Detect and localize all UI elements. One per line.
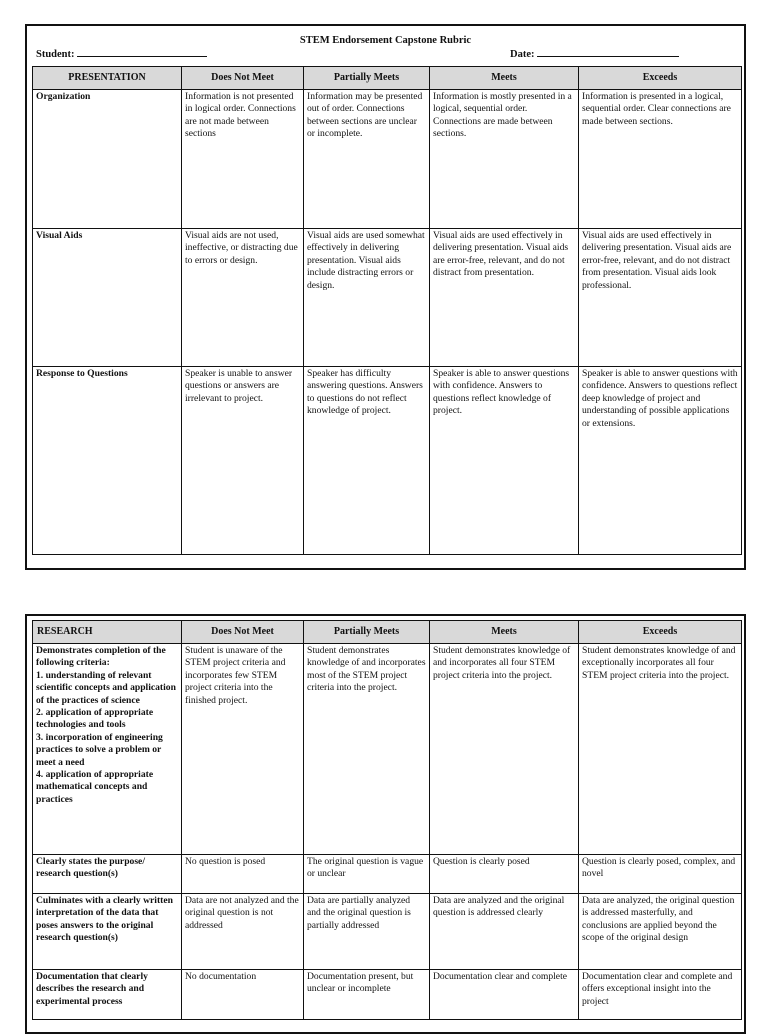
rubric-cell: Speaker is able to answer questions with confidence. Answers to questions reflect knowledge of project. bbox=[430, 367, 579, 555]
presentation-rubric-table bbox=[32, 66, 742, 555]
rubric-cell: Student is unaware of the STEM project criteria and incorporates few STEM project criteria into the finished project. bbox=[182, 644, 304, 855]
criterion-cell: Culminates with a clearly written interpretation of the data that poses answers to the original research question(s) bbox=[33, 894, 182, 970]
table-row bbox=[33, 970, 742, 1020]
rubric-cell: Documentation present, but unclear or incomplete bbox=[304, 970, 430, 1020]
table-row bbox=[33, 894, 742, 970]
student-label: Student: bbox=[36, 49, 75, 60]
rubric-cell: Speaker has difficulty answering questions. Answers to questions do not reflect knowledge of project. bbox=[304, 367, 430, 555]
rubric-cell: Documentation clear and complete and offers exceptional insight into the project bbox=[579, 970, 742, 1020]
rubric-cell: No question is posed bbox=[182, 855, 304, 894]
rubric-cell: Speaker is able to answer questions with confidence. Answers to questions reflect deep knowledge of project and understanding of possible applications or extensions. bbox=[579, 367, 742, 555]
document-title: STEM Endorsement Capstone Rubric bbox=[299, 35, 472, 46]
rubric-cell: Question is clearly posed bbox=[430, 855, 579, 894]
rubric-cell: Visual aids are not used, ineffective, or distracting due to errors or design. bbox=[182, 229, 304, 367]
header-exceeds: Exceeds bbox=[579, 621, 742, 644]
criterion-cell: Clearly states the purpose/ research question(s) bbox=[33, 855, 182, 894]
student-field bbox=[36, 47, 207, 60]
student-blank-line bbox=[77, 47, 207, 57]
criterion-cell: Organization bbox=[33, 90, 182, 229]
header-does-not-meet: Does Not Meet bbox=[182, 67, 304, 90]
header-exceeds: Exceeds bbox=[579, 67, 742, 90]
rubric-cell: Data are partially analyzed and the original question is partially addressed bbox=[304, 894, 430, 970]
rubric-cell: The original question is vague or unclear bbox=[304, 855, 430, 894]
criterion-cell: Demonstrates completion of the following criteria: 1. understanding of relevant scientific concepts and application of the practices of science 2. application of appropriate technologies and tools 3. incorporation of engineering practices to solve a problem or meet a need 4. application of appropriate mathematical concepts and practices bbox=[33, 644, 182, 855]
rubric-cell: Visual aids are used effectively in delivering presentation. Visual aids are error-free, relevant, and do not distract from presentation. Visual aids look professional. bbox=[579, 229, 742, 367]
research-rubric-table bbox=[32, 620, 742, 1020]
rubric-cell: Visual aids are used effectively in delivering presentation. Visual aids are error-free, relevant, and do not distract from presentation. bbox=[430, 229, 579, 367]
rubric-cell: Visual aids are used somewhat effectively in delivering presentation. Visual aids include distracting errors or design. bbox=[304, 229, 430, 367]
rubric-cell: Documentation clear and complete bbox=[430, 970, 579, 1020]
header-partially-meets: Partially Meets bbox=[304, 621, 430, 644]
rubric-page-presentation bbox=[25, 24, 746, 570]
rubric-cell: Data are not analyzed and the original question is not addressed bbox=[182, 894, 304, 970]
rubric-cell: Information may be presented out of order. Connections between sections are unclear or incomplete. bbox=[304, 90, 430, 229]
rubric-cell: Information is presented in a logical, sequential order. Clear connections are made between sections. bbox=[579, 90, 742, 229]
date-field bbox=[510, 47, 679, 60]
date-blank-line bbox=[537, 47, 679, 57]
rubric-cell: No documentation bbox=[182, 970, 304, 1020]
criterion-cell: Documentation that clearly describes the research and experimental process bbox=[33, 970, 182, 1020]
table-row bbox=[33, 644, 742, 855]
date-label: Date: bbox=[510, 49, 535, 60]
rubric-cell: Student demonstrates knowledge of and exceptionally incorporates all four STEM project criteria into the project. bbox=[579, 644, 742, 855]
table-header-row bbox=[33, 621, 742, 644]
rubric-cell: Information is not presented in logical order. Connections are not made between sections bbox=[182, 90, 304, 229]
rubric-cell: Data are analyzed and the original question is addressed clearly bbox=[430, 894, 579, 970]
table-row bbox=[33, 229, 742, 367]
table-row bbox=[33, 367, 742, 555]
criterion-cell: Response to Questions bbox=[33, 367, 182, 555]
rubric-cell: Speaker is unable to answer questions or answers are irrelevant to project. bbox=[182, 367, 304, 555]
table-row bbox=[33, 855, 742, 894]
table-header-row bbox=[33, 67, 742, 90]
header-meets: Meets bbox=[430, 67, 579, 90]
criterion-cell: Visual Aids bbox=[33, 229, 182, 367]
rubric-cell: Information is mostly presented in a logical, sequential order. Connections are made between sections. bbox=[430, 90, 579, 229]
rubric-cell: Question is clearly posed, complex, and novel bbox=[579, 855, 742, 894]
header-does-not-meet: Does Not Meet bbox=[182, 621, 304, 644]
rubric-cell: Student demonstrates knowledge of and incorporates all four STEM project criteria into the project. bbox=[430, 644, 579, 855]
table-row bbox=[33, 90, 742, 229]
header-category: PRESENTATION bbox=[33, 67, 182, 90]
header-partially-meets: Partially Meets bbox=[304, 67, 430, 90]
header-meets: Meets bbox=[430, 621, 579, 644]
rubric-cell: Student demonstrates knowledge of and incorporates most of the STEM project criteria into the project. bbox=[304, 644, 430, 855]
header-category: RESEARCH bbox=[33, 621, 182, 644]
rubric-cell: Data are analyzed, the original question is addressed masterfully, and conclusions are applied beyond the scope of the original design bbox=[579, 894, 742, 970]
rubric-page-research bbox=[25, 614, 746, 1034]
